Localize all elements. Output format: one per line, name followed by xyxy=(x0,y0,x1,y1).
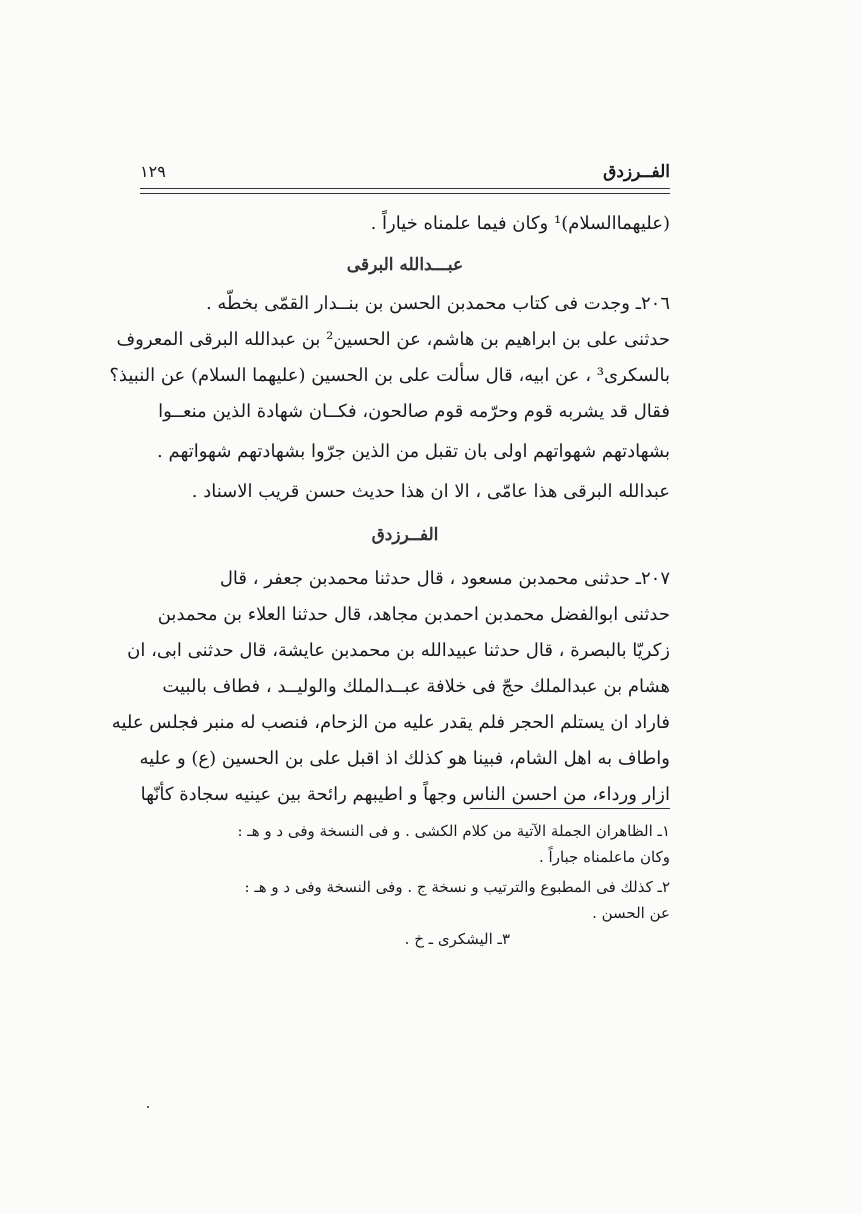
text-line: زكريّا بالبصرة ، قال حدثنا عبيدالله بن محمدبن عايشة، قال حدثنى ابى، ان xyxy=(127,640,670,661)
text-line: فاراد ان يستلم الحجر فلم يقدر عليه من الزحام، فنصب له منبر فجلس عليه xyxy=(111,712,670,733)
stray-mark xyxy=(147,1106,149,1108)
running-title: الفــرزدق xyxy=(603,162,670,182)
footnote-rule xyxy=(470,808,670,809)
page-header xyxy=(140,162,670,186)
footnote: ١ـ الظاهران الجملة الآتية من كلام الكشى . و فى النسخة وفى د و هـ : xyxy=(237,822,670,840)
text-line: بالسكرى³ ، عن ابيه، قال سألت على بن الحسين (عليهما السلام) عن النبيذ؟ xyxy=(109,365,670,386)
text-line: حدثنى على بن ابراهيم بن هاشم، عن الحسين² بن عبدالله البرقى المعروف xyxy=(116,329,670,350)
header-rule-secondary xyxy=(140,193,670,194)
text-line: واطاف به اهل الشام، فبينا هو كذلك اذ اقبل على بن الحسين (ع) و عليه xyxy=(139,748,670,769)
page-number: ١٢٩ xyxy=(140,162,166,181)
footnote: وكان ماعلمناه جباراً . xyxy=(539,848,670,866)
text-line: فقال قد يشربه قوم وحرّمه قوم صالحون، فكــان شهادة الذين منعــوا xyxy=(158,401,670,422)
section-heading: عبـــدالله البرقى xyxy=(346,255,464,275)
text-line: ازار ورداء، من احسن الناس وجهاً و اطيبهم رائحة بين عينيه سجادة كأنّها xyxy=(140,784,670,805)
footnote: عن الحسن . xyxy=(592,904,670,922)
text-line: ٢٠٧ـ حدثنى محمدبن مسعود ، قال حدثنا محمدبن جعفر ، قال xyxy=(219,568,670,589)
text-line: (عليهماالسلام)¹ وكان فيما علمناه خياراً . xyxy=(370,213,670,234)
text-line: حدثنى ابوالفضل محمدبن احمدبن مجاهد، قال حدثنا العلاء بن محمدبن xyxy=(157,604,670,625)
text-line: عبدالله البرقى هذا عامّى ، الا ان هذا حديث حسن قريب الاسناد . xyxy=(191,481,670,502)
footnote: ٢ـ كذلك فى المطبوع والترتيب و نسخة ج . وفى النسخة وفى د و هـ : xyxy=(244,878,670,896)
section-heading: الفــرزدق xyxy=(371,525,439,545)
text-line: ٢٠٦ـ وجدت فى كتاب محمدبن الحسن بن بنــدار القمّى بخطّه . xyxy=(205,293,670,314)
footnote: ٣ـ اليشكرى ـ خ . xyxy=(404,930,510,948)
text-line: هشام بن عبدالملك حجّ فى خلافة عبــدالملك والوليــد ، فطاف بالبيت xyxy=(162,676,670,697)
text-line: بشهادتهم شهواتهم اولى بان تقبل من الذين جرّوا بشهادتهم شهواتهم . xyxy=(157,441,670,462)
header-rule xyxy=(140,188,670,189)
